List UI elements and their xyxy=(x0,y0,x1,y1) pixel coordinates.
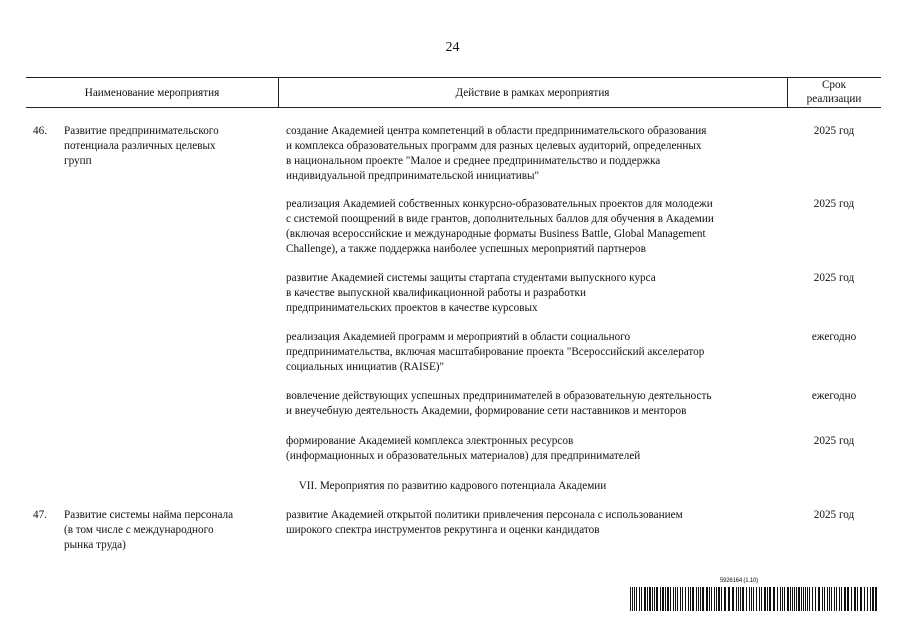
term-text: 2025 год xyxy=(813,509,855,521)
header-action: Действие в рамках мероприятия xyxy=(455,87,610,99)
action-text: развитие Академией открытой политики привлечения персонала с использованием широкого спектра инструментов рекрутинга и оценки кандидатов xyxy=(286,509,683,536)
page-number: 24 xyxy=(445,40,460,55)
term-text: 2025 год xyxy=(813,435,855,447)
barcode xyxy=(630,587,880,611)
barcode-label: 5926164 (1.10) xyxy=(720,578,758,584)
action-text: реализация Академией программ и мероприятий в области социального предпринимательства, включая масштабирование проекта "Всероссийский акселератор социальных инициатив (RAISE)" xyxy=(286,331,705,373)
term-text: 2025 год xyxy=(813,125,855,137)
header-term: Срок реализации xyxy=(806,79,862,105)
term-text: 2025 год xyxy=(813,198,855,210)
row-number: 46. xyxy=(33,125,47,137)
table-top-border xyxy=(26,77,881,78)
row-name: Развитие системы найма персонала (в том числе с международного рынка труда) xyxy=(64,509,234,551)
action-text: формирование Академией комплекса электронных ресурсов (информационных и образовательных материалов) для предпринимателей xyxy=(286,435,641,462)
section-heading: VII. Мероприятия по развитию кадрового потенциала Академии xyxy=(298,480,607,492)
action-text: развитие Академией системы защиты стартапа студентами выпускного курса в качестве выпускной квалификационной работы и разработки предпринимательских проектов в качестве курсовых xyxy=(286,272,656,314)
action-text: создание Академией центра компетенций в области предпринимательского образования и комплекса образовательных программ для разных целевых аудиторий, определенных в национальном проекте "Малое и среднее предпринимательство и поддержка индивидуальной предпринимательской инициативы" xyxy=(286,125,707,182)
table-header-bottom-border xyxy=(26,107,881,108)
term-text: ежегодно xyxy=(811,390,857,402)
row-name: Развитие предпринимательского потенциала различных целевых групп xyxy=(64,125,219,167)
action-text: реализация Академией собственных конкурсно-образовательных проектов для молодежи с системой поощрений в виде грантов, дополнительных баллов для обучения в Академии (включая всероссийские и международные форматы Business Battle, Global Management Challenge), а также поддержка наиболее успешных мероприятий партнеров xyxy=(286,198,714,255)
term-text: ежегодно xyxy=(811,331,857,343)
term-text: 2025 год xyxy=(813,272,855,284)
header-name: Наименование мероприятия xyxy=(84,87,220,99)
action-text: вовлечение действующих успешных предпринимателей в образовательную деятельность и внеучебную деятельность Академии, формирование сети наставников и менторов xyxy=(286,390,712,417)
row-number: 47. xyxy=(33,509,47,521)
